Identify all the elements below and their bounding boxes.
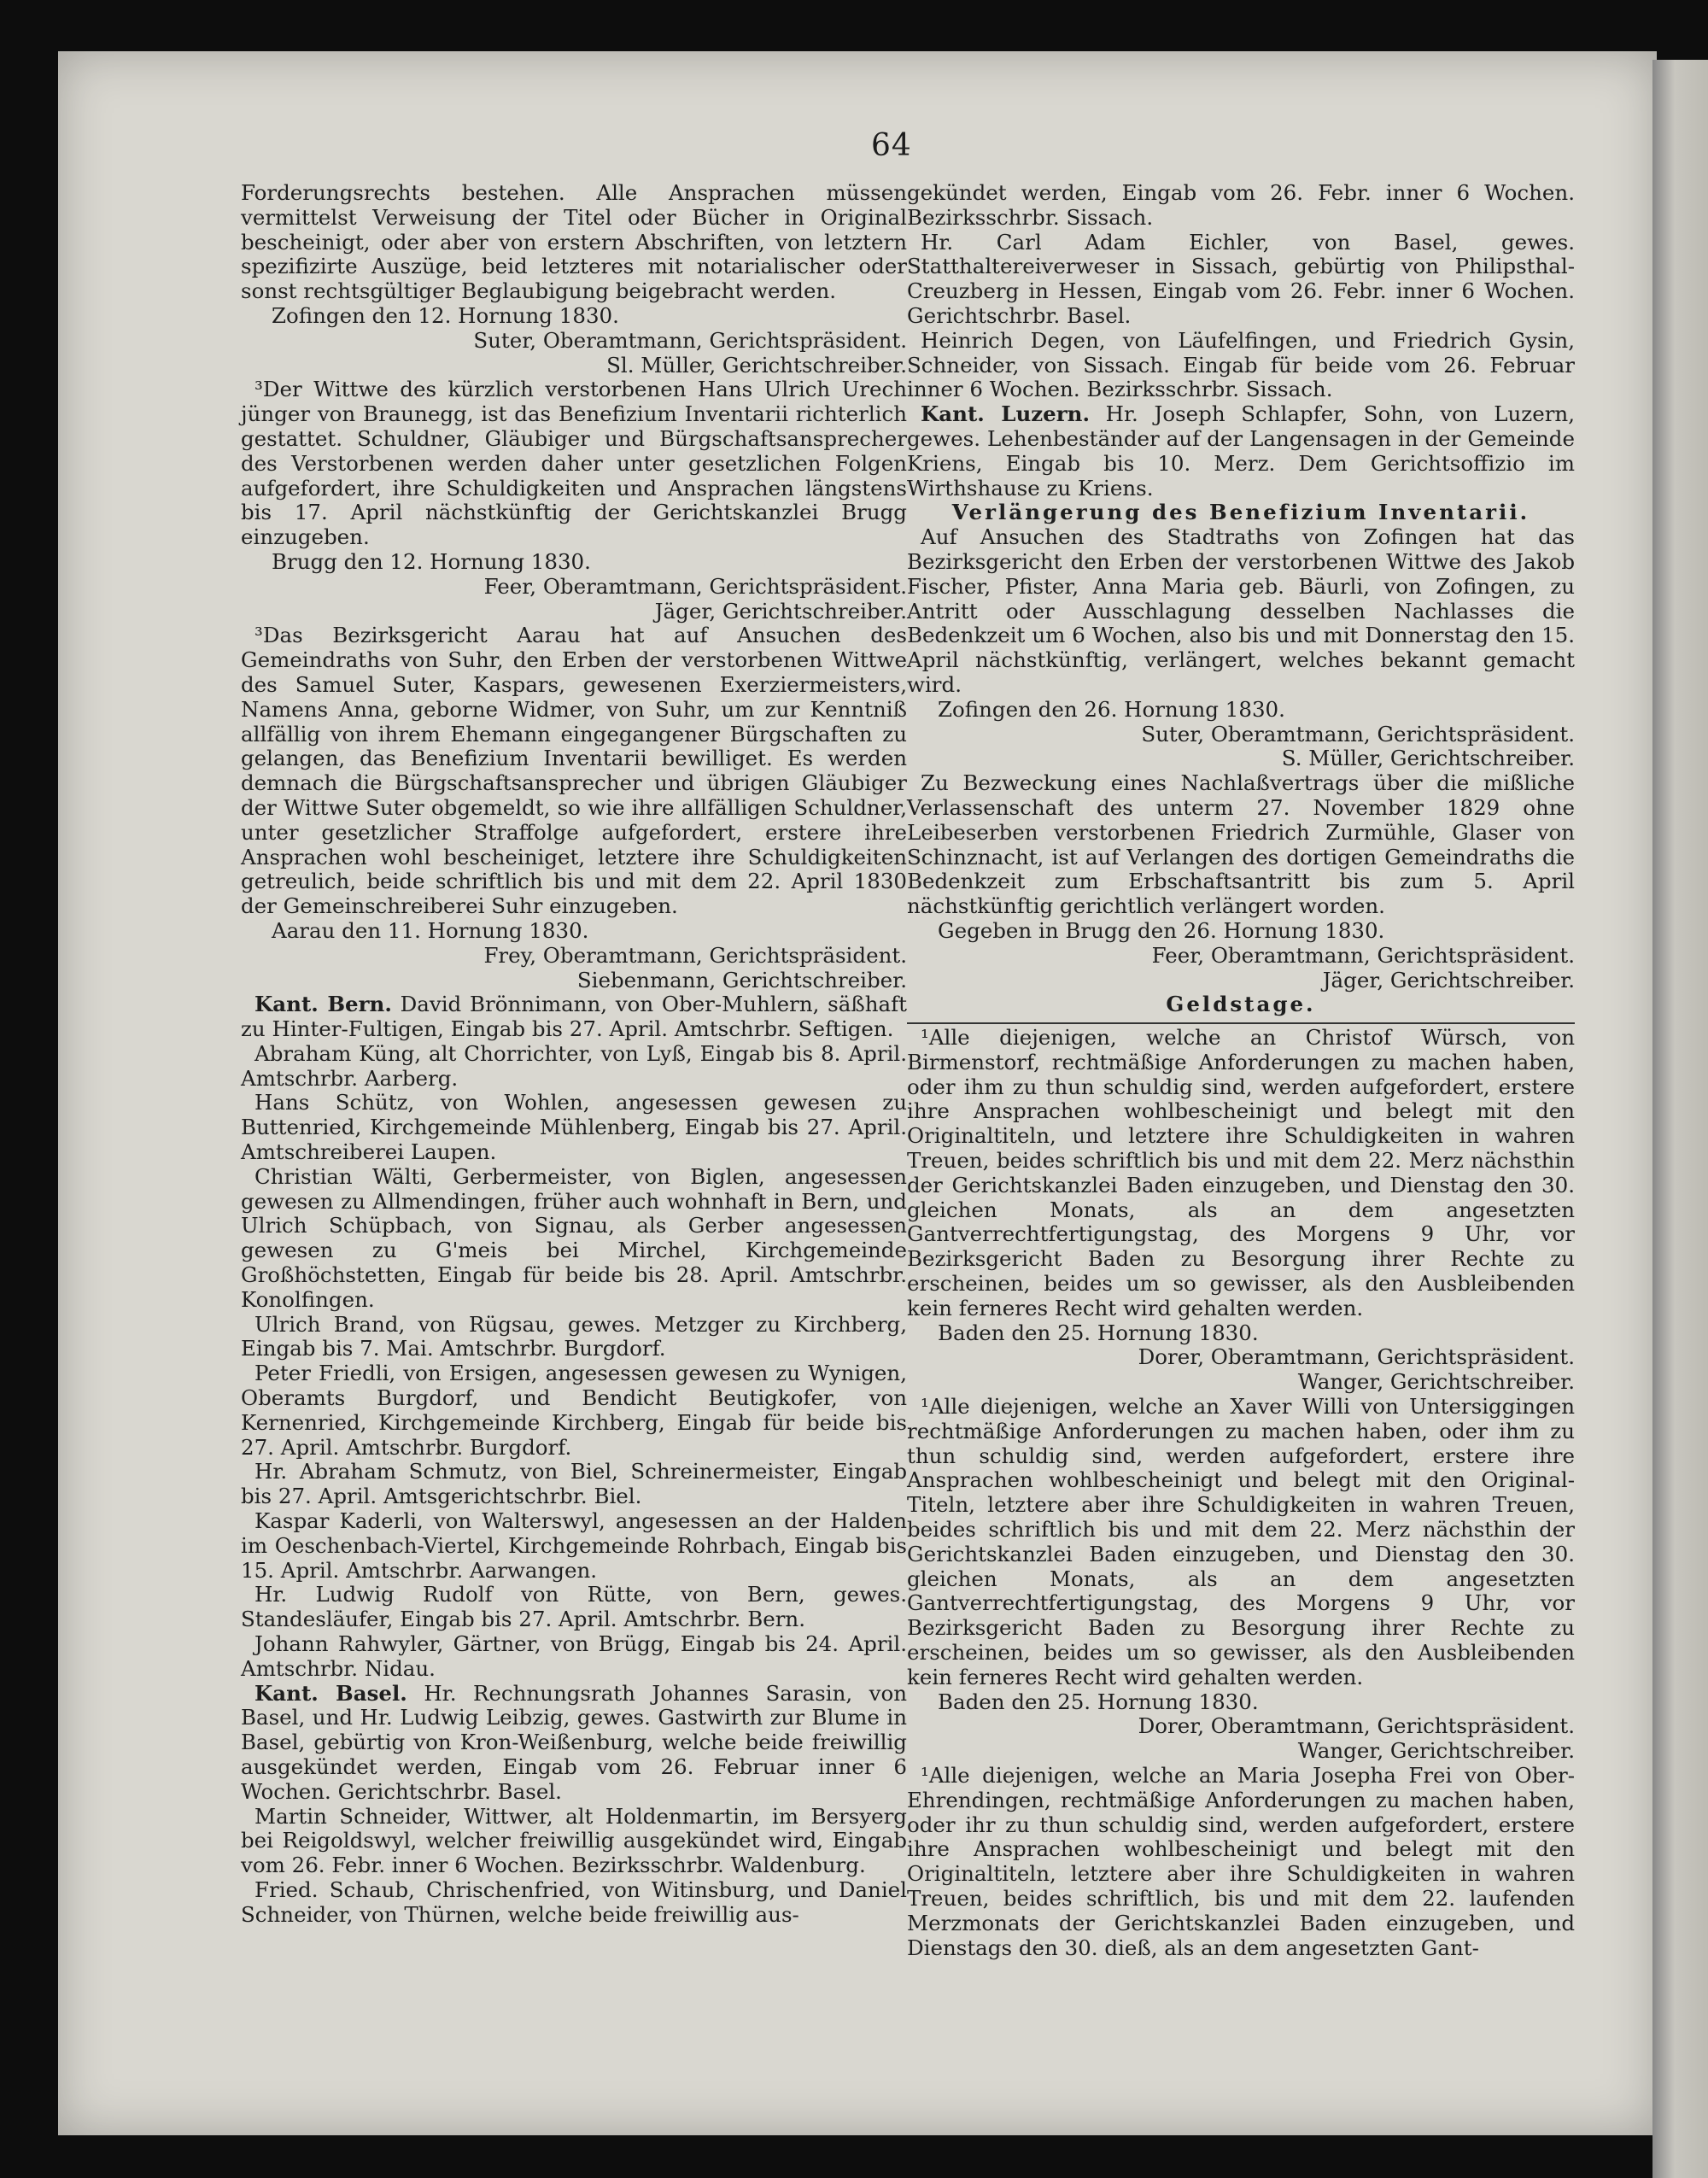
section-divider <box>907 1022 1575 1024</box>
list-entry: Abraham Küng, alt Chorrichter, von Lyß, Eingab bis 8. April. Amtschrbr. Aarberg. <box>241 1040 907 1091</box>
place-date: Baden den 25. Hornung 1830. <box>938 1320 1259 1345</box>
notice-paragraph: Forderungsrechts bestehen. Alle Ansprachen müssen vermittelst Verweisung der Titel oder Bücher in Original bescheinigt, oder aber von erstern Abschriften, von letztern spezifizirte Auszüge, beid letzteres mit notarialischer oder sonst rechtsgültiger Beglaubigung beigebracht werden. <box>241 180 907 304</box>
notice-paragraph: ³Der Wittwe des kürzlich verstorbenen Hans Ulrich Urech jünger von Braunegg, ist das Benefizium Inventarii richterlich gestattet. Schuldner, Gläubiger und Bürgschaftsansprecher des Verstorbenen werden daher unter gesetzlichen Folgen aufgefordert, ihre Schuldigkeiten und Ansprachen längstens bis 17. April nächstkünftig der Gerichtskanzlei Brugg einzugeben. <box>241 377 907 550</box>
section-heading: Verlängerung des Benefizium Inventarii. <box>951 500 1530 525</box>
signature-line: Frey, Oberamtmann, Gerichtspräsident. <box>483 942 907 968</box>
list-entry: Hans Schütz, von Wohlen, angesessen gewesen zu Buttenried, Kirchgemeinde Mühlenberg, Eingab bis 27. April. Amtschreiberei Laupen. <box>241 1090 907 1165</box>
canton-entry <box>907 402 1575 501</box>
signature-line: Feer, Oberamtmann, Gerichtspräsident. <box>1151 942 1575 968</box>
signature-line: Wanger, Gerichtschreiber. <box>1297 1369 1575 1395</box>
list-entry: Hr. Ludwig Rudolf von Rütte, von Bern, gewes. Standesläufer, Eingab bis 27. April. Amtschrbr. Bern. <box>241 1582 907 1632</box>
signature-line: S. Müller, Gerichtschreiber. <box>1281 746 1575 771</box>
canton-label: Kant. Luzern. <box>921 401 1091 427</box>
list-entry: Hr. Abraham Schmutz, von Biel, Schreinermeister, Eingab bis 27. April. Amtsgerichtschrbr. Biel. <box>241 1459 907 1509</box>
place-date: Baden den 25. Hornung 1830. <box>938 1689 1259 1714</box>
place-date: Zofingen den 26. Hornung 1830. <box>938 696 1285 722</box>
section-heading: Geldstage. <box>1166 992 1316 1017</box>
list-entry: Ulrich Brand, von Rügsau, gewes. Metzger zu Kirchberg, Eingab bis 7. Mai. Amtschrbr. Burgdorf. <box>241 1311 907 1361</box>
signature-line: Wanger, Gerichtschreiber. <box>1297 1738 1575 1764</box>
entry-text: David Brönnimann, von Ober-Muhlern, säßhaft zu Hinter-Fultigen, Eingab bis 27. April. Amtschrbr. Seftigen. <box>241 992 907 1042</box>
signature-line: Suter, Oberamtmann, Gerichtspräsident. <box>1141 721 1575 746</box>
place-date: Zofingen den 12. Hornung 1830. <box>272 302 619 328</box>
list-entry: Christian Wälti, Gerbermeister, von Biglen, angesessen gewesen zu Allmendingen, früher auch wohnhaft in Bern, und Ulrich Schüpbach, von Signau, als Gerber angesessen gewesen zu G'meis bei Mirchel, Kirchgemeinde Großhöchstetten, Eingab für beide bis 28. April. Amtschrbr. Konolfingen. <box>241 1163 907 1312</box>
entry-text: Hr. Joseph Schlapfer, Sohn, von Luzern, gewes. Lehenbeständer auf der Langensagen in der Gemeinde Kriens, Eingab bis 10. Merz. Dem Gerichtsoffizio im Wirthshause zu Kriens. <box>907 401 1575 501</box>
list-entry: Peter Friedli, von Ersigen, angesessen gewesen zu Wynigen, Oberamts Burgdorf, und Bendicht Beutigkofer, von Kernenried, Kirchgemeinde Kirchberg, Eingab für beide bis 27. April. Amtschrbr. Burgdorf. <box>241 1361 907 1460</box>
notice-paragraph: Zu Bezweckung eines Nachlaßvertrags über die mißliche Verlassenschaft des unterm 27. November 1829 ohne Leibeserben verstorbenen Friedrich Zurmühle, Glaser von Schinznacht, ist auf Verlangen des dortigen Gemeindraths die Bedenkzeit zum Erbschaftsantritt bis zum 5. April nächstkünftig gerichtlich verlängert worden. <box>907 770 1575 919</box>
signature-line: Feer, Oberamtmann, Gerichtspräsident. <box>483 573 907 599</box>
notice-paragraph: ¹Alle diejenigen, welche an Xaver Willi von Untersiggingen rechtmäßige Anforderungen zu machen haben, oder ihm zu thun schuldig sind, werden aufgefordert, erstere ihre Ansprachen wohlbescheinigt und belegt mit den Original-Titeln, letztere aber ihre Schuldigkeiten in wahren Treuen, beides schriftlich bis und mit dem 22. Merz nächsthin der Gerichtskanzlei Baden einzugeben, und Dienstag den 30. gleichen Monats, als an dem angesetzten Gantverrechtfertigungstag, des Morgens 9 Uhr, vor Bezirksgericht Baden zu Besorgung ihrer Rechte zu erscheinen, beides um so gewisser, als den Ausbleibenden kein ferneres Recht wird gehalten werden. <box>907 1394 1575 1689</box>
list-entry: Hr. Carl Adam Eichler, von Basel, gewes. Statthaltereiverweser in Sissach, gebürtig von Philipsthal-Creuzberg in Hessen, Eingab vom 26. Febr. inner 6 Wochen. Gerichtschrbr. Basel. <box>907 229 1575 328</box>
notice-paragraph: Auf Ansuchen des Stadtraths von Zofingen hat das Bezirksgericht den Erben der verstorbenen Wittwe des Jakob Fischer, Pfister, Anna Maria geb. Bäurli, von Zofingen, zu Antritt oder Ausschlagung desselben Nachlasses die Bedenkzeit um 6 Wochen, also bis und mit Donnerstag den 15. April nächstkünftig, verlängert, welches bekannt gemacht wird. <box>907 524 1575 697</box>
left-column <box>241 181 907 1928</box>
facing-page-edge <box>1652 60 1708 2178</box>
signature-line: Siebenmann, Gerichtschreiber. <box>576 967 907 992</box>
signature-line: Jäger, Gerichtschreiber. <box>654 598 907 624</box>
entry-text: Hr. Rechnungsrath Johannes Sarasin, von Basel, und Hr. Ludwig Leibzig, gewes. Gastwirth zur Blume in Basel, gebürtig von Kron-Weißenburg, welche beide freiwillig ausgekündet werden, Eingab vom 26. Februar inner 6 Wochen. Gerichtschrbr. Basel. <box>241 1680 907 1804</box>
canton-entry <box>241 992 907 1042</box>
signature-line: Dorer, Oberamtmann, Gerichtspräsident. <box>1138 1713 1575 1739</box>
canton-label: Kant. Bern. <box>254 992 392 1017</box>
list-entry: Johann Rahwyler, Gärtner, von Brügg, Eingab bis 24. April. Amtschrbr. Nidau. <box>241 1631 907 1681</box>
place-date: Gegeben in Brugg den 26. Hornung 1830. <box>938 917 1385 943</box>
list-entry: Kaspar Kaderli, von Walterswyl, angesessen an der Halden im Oeschenbach-Viertel, Kirchgemeinde Rohrbach, Eingab bis 15. April. Amtschrbr. Aarwangen. <box>241 1508 907 1583</box>
signature-line: Sl. Müller, Gerichtschreiber. <box>606 352 907 378</box>
signature-line: Dorer, Oberamtmann, Gerichtspräsident. <box>1138 1344 1575 1370</box>
right-column <box>907 181 1575 1960</box>
canton-entry <box>241 1682 907 1805</box>
notice-paragraph: ¹Alle diejenigen, welche an Christof Würsch, von Birmenstorf, rechtmäßige Anforderungen zu machen haben, oder ihm zu thun schuldig sind, werden aufgefordert, erstere ihre Ansprachen wohlbescheinigt und belegt mit den Originaltiteln, und letztere ihre Schuldigkeiten in wahren Treuen, beides schriftlich bis und mit dem 22. Merz nächsthin der Gerichtskanzlei Baden einzugeben, und Dienstag den 30. gleichen Monats, als an dem angesetzten Gantverrechtfertigungstag, des Morgens 9 Uhr, vor Bezirksgericht Baden zu Besorgung ihrer Rechte zu erscheinen, beides um so gewisser, als den Ausbleibenden kein ferneres Recht wird gehalten werden. <box>907 1025 1575 1320</box>
page-number: 64 <box>871 128 912 163</box>
place-date: Aarau den 11. Hornung 1830. <box>272 917 589 943</box>
list-entry: Fried. Schaub, Chrischenfried, von Witinsburg, und Daniel Schneider, von Thürnen, welche beide freiwillig aus- <box>241 1876 907 1927</box>
canton-label: Kant. Basel. <box>254 1680 407 1706</box>
notice-paragraph: ³Das Bezirksgericht Aarau hat auf Ansuchen des Gemeindraths von Suhr, den Erben der verstorbenen Wittwe des Samuel Suter, Kaspars, gewesenen Exerziermeisters, Namens Anna, geborne Widmer, von Suhr, um zur Kenntniß allfällig von ihrem Ehemann eingegangener Bürgschaften zu gelangen, das Benefizium Inventarii bewilliget. Es werden demnach die Bürgschaftsansprecher und übrigen Gläubiger der Wittwe Suter obgemeldt, so wie ihre allfälligen Schuldner, unter gesetzlicher Straffolge aufgefordert, erstere ihre Ansprachen wohl bescheiniget, letztere ihre Schuldigkeiten getreulich, beide schriftlich bis und mit dem 22. April 1830 der Gemeinschreiberei Suhr einzugeben. <box>241 623 907 919</box>
list-entry: Martin Schneider, Wittwer, alt Holdenmartin, im Bersyerg bei Reigoldswyl, welcher freiwillig ausgekündet wird, Eingab vom 26. Febr. inner 6 Wochen. Bezirksschrbr. Waldenburg. <box>241 1803 907 1878</box>
notice-paragraph: ¹Alle diejenigen, welche an Maria Josepha Frei von Ober-Ehrendingen, rechtmäßige Anforderungen zu machen haben, oder ihr zu thun schuldig sind, werden aufgefordert, erstere ihre Ansprachen wohlbescheinigt und belegt mit den Originaltiteln, letztere aber ihre Schuldigkeiten in wahren Treuen, beides schriftlich, bis und mit dem 22. laufenden Merzmonats der Gerichtskanzlei Baden einzugeben, und Dienstags den 30. dieß, als an dem angesetzten Gant- <box>907 1763 1575 1960</box>
signature-line: Suter, Oberamtmann, Gerichtspräsident. <box>473 327 907 353</box>
place-date: Brugg den 12. Hornung 1830. <box>272 548 591 574</box>
list-entry: gekündet werden, Eingab vom 26. Febr. inner 6 Wochen. Bezirksschrbr. Sissach. <box>907 180 1575 230</box>
signature-line: Jäger, Gerichtschreiber. <box>1322 967 1575 992</box>
list-entry: Heinrich Degen, von Läufelfingen, und Friedrich Gysin, Schneider, von Sissach. Eingab für beide vom 26. Februar inner 6 Wochen. Bezirksschrbr. Sissach. <box>907 327 1575 402</box>
